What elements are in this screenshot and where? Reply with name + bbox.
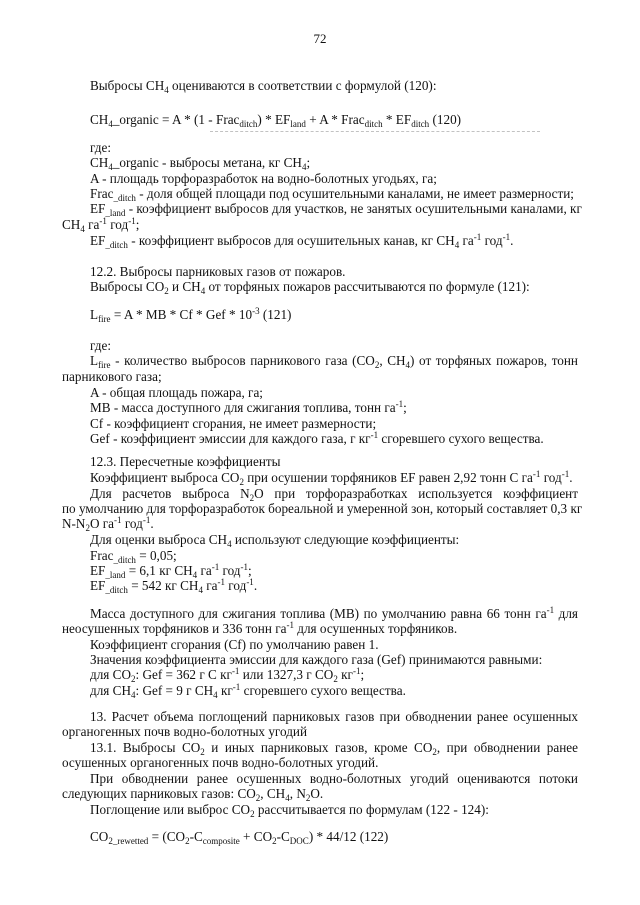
text-line: осушенных органогенных почв водно-болотных угодий. [62,755,379,770]
text-line: A - площадь торфоразработок на водно-болотных угодьях, га; [90,171,437,186]
text-line: органогенных почв водно-болотных угодий [62,724,308,739]
text-line: где: [90,338,111,353]
section-heading-12-3: 12.3. Пересчетные коэффициенты [90,454,281,469]
text-line: $L_{fire}$ - количество выбросов парникового газа ($CO_2$, $CH_4$) от торфяных пожаров, тонн [90,353,578,370]
text-line: $CH_4$ $га^{-1}$ год$^{-1}$; [62,216,140,234]
text-line: Коэффициент сгорания (Cf) по умолчанию равен 1. [90,637,379,652]
text-line: следующих парниковых газов: $CO_2$, $CH_4$, $N_2O$. [62,786,324,803]
text-line: $EF_{\_land} = 6,1$ кг $CH_4$ $га^{-1}$ год$^{-1}$; [90,562,252,580]
text-line: $EF_{\_ditch}$ - коэффициент выбросов для осушительных канав, кг $CH_4$ $га^{-1}$ год$^{-1}$. [90,232,514,250]
text-line: MB - масса доступного для сжигания топлива, тонн $га^{-1}$; [90,399,407,415]
text-line: по умолчанию для торфоразработок бореальной и умеренной зон, который составляет 0,3 кг [62,501,583,516]
text-line: При обводнении ранее осушенных водно-болотных угодий оцениваются потоки [90,771,578,786]
text-line: для $CH_4$: Gef = 9 г $CH_4$ $кг^{-1}$ сгоревшего сухого вещества. [90,682,406,700]
text-line: Gef - коэффициент эмиссии для каждого газа, г $кг^{-1}$ сгоревшего сухого вещества. [90,430,544,446]
text-line: Frac$_{\_ditch}$ = 0,05; [90,548,177,565]
text-line: Поглощение или выброс $CO_2$ рассчитывается по формулам (122 - 124): [90,802,489,819]
text-line: 13.1. Выбросы $CO_2$ и иных парниковых газов, кроме $CO_2$, при обводнении ранее [90,740,578,757]
text-line: $N-N_2O$ $га^{-1}$ год$^{-1}$. [62,515,154,533]
text-line: A - общая площадь пожара, га; [90,385,263,400]
formula-121: $L_{fire} = A$ * MB * Cf * Gef * $10^{-3}$ (121) [90,306,292,324]
scan-artifact-line [210,131,540,132]
text-line: Frac$_{\_ditch}$ - доля общей площади под осушительными каналами, не имеет размерности; [90,186,574,203]
text-line: неосушенных торфяников и 336 тонн $га^{-1}$ для осушенных торфяников. [62,620,458,636]
text-line: $EF_{\_ditch} = 542$ кг $CH_4$ $га^{-1}$ год$^{-1}$. [90,577,258,595]
text-line: Коэффициент выброса $CO_2$ при осушении торфяников EF равен 2,92 тонн С $га^{-1}$ год$^{-1}$. [90,469,573,487]
text-line: Для расчетов выброса $N_2O$ при торфоразработках используется коэффициент [90,486,579,503]
text-line: $EF_{\_land}$ - коэффициент выбросов для участков, не занятых осушительными каналами, кг [90,201,582,218]
formula-120: $CH_4\_organic = A * (1$ - Frac$_{ditch}$) * $EF_{land} + A$ * Frac$_{ditch}$ * $EF_{ditch}$ (120) [90,112,462,129]
text-line: Cf - коэффициент сгорания, не имеет размерности; [90,416,377,431]
text-line: Выбросы $CO_2$ и $CH_4$ от торфяных пожаров рассчитываются по формуле (121): [90,279,530,296]
section-heading-12-2: 12.2. Выбросы парниковых газов от пожаров. [90,264,346,279]
text-line: Масса доступного для сжигания топлива (MB) по умолчанию равна 66 тонн $га^{-1}$ для [90,605,578,621]
page-number: 72 [313,31,327,46]
text-line: Значения коэффициента эмиссии для каждого газа (Gef) принимаются равными: [90,652,543,667]
text-line: где: [90,140,111,155]
text-line: Для оценки выброса $CH_4$ используют следующие коэффициенты: [90,532,460,549]
text-line: Выбросы $CH_4$ оцениваются в соответствии с формулой (120): [90,78,437,95]
text-line: парникового газа; [62,369,162,384]
section-heading-13: 13. Расчет объема поглощений парниковых газов при обводнении ранее осушенных [90,709,578,724]
text-line: для $CO_2$: Gef = 362 г С $кг^{-1}$ или 1327,3 г $CO_2$ $кг^{-1}$; [90,666,365,684]
formula-122: $CO_{2\_rewetted} = (CO_2-C_{composite} + CO_2-C_{DOC}) * 44/12$ (122) [90,829,389,846]
text-line: $CH_4\_organic$ - выбросы метана, кг $CH_4$; [90,155,311,172]
